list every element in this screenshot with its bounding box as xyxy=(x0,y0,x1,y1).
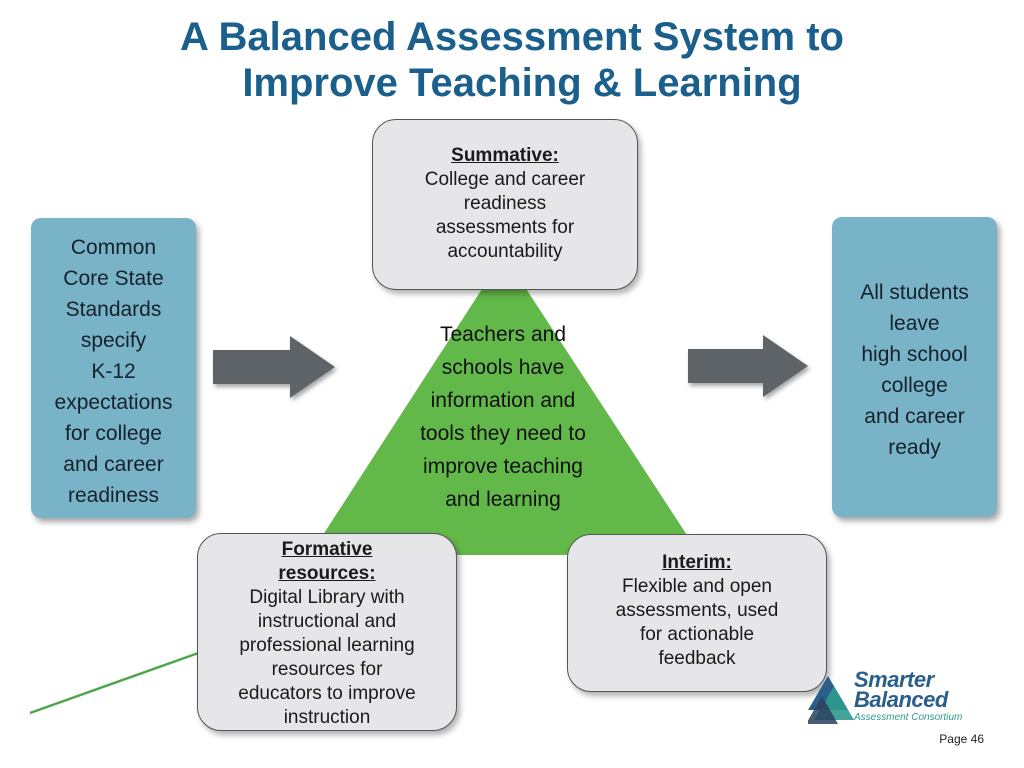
left-box-line: Common xyxy=(70,236,157,259)
logo-word-balanced: Balanced xyxy=(854,687,948,712)
left-right-arrow-icon xyxy=(213,336,335,398)
center-line: improve teaching xyxy=(423,455,583,478)
right-right-arrow-icon xyxy=(688,335,808,397)
page-number: Page 46 xyxy=(939,732,984,746)
interim-line: assessments, used xyxy=(615,600,779,621)
left-box-line: specify xyxy=(80,329,147,352)
center-line: schools have xyxy=(441,356,565,379)
left-box-line: Standards xyxy=(65,298,162,321)
annotation-arrow-icon xyxy=(30,645,212,713)
center-line: information and xyxy=(430,389,576,412)
formative-line: instructional and xyxy=(257,611,397,632)
summative-line: assessments for xyxy=(435,217,575,238)
left-box-line: for college xyxy=(65,422,162,445)
right-box-line: high school xyxy=(861,343,968,366)
summative-line: readiness xyxy=(463,193,547,214)
all-students-box xyxy=(832,217,997,517)
center-line: tools they need to xyxy=(420,422,586,445)
center-line: and learning xyxy=(445,488,561,511)
formative-line: Digital Library with xyxy=(249,587,405,608)
logo-word-smarter: Smarter xyxy=(854,667,934,692)
title-line-1: A Balanced Assessment System to xyxy=(180,15,844,59)
title-line-2: Improve Teaching & Learning xyxy=(242,61,802,105)
formative-line: professional learning xyxy=(239,635,415,656)
center-line: Teachers and xyxy=(439,323,567,346)
right-box-line: college xyxy=(881,374,948,397)
logo-triangle-icon xyxy=(808,672,854,728)
summative-heading: Summative: xyxy=(451,145,559,166)
interim-line: Flexible and open xyxy=(622,576,772,597)
triangle-center-text xyxy=(392,318,614,516)
formative-line: instruction xyxy=(283,707,371,728)
smarter-balanced-logo xyxy=(808,668,988,730)
left-box-line: expectations xyxy=(54,391,173,414)
formative-heading: resources: xyxy=(278,563,376,584)
summative-line: accountability xyxy=(447,241,563,262)
interim-line: for actionable xyxy=(639,624,755,645)
interim-box xyxy=(567,534,827,692)
logo-word-consortium: Assessment Consortium xyxy=(854,712,963,723)
right-box-line: ready xyxy=(888,436,941,459)
formative-line: educators to improve xyxy=(238,683,416,704)
summative-line: College and career xyxy=(424,169,586,190)
left-box-line: K-12 xyxy=(91,360,136,383)
summative-box xyxy=(372,119,638,290)
formative-heading: Formative xyxy=(281,539,373,560)
interim-heading: Interim: xyxy=(662,552,732,573)
left-box-line: readiness xyxy=(67,484,160,507)
left-box-line: Core State xyxy=(63,267,164,290)
formative-box xyxy=(197,533,457,731)
left-box-line: and career xyxy=(63,453,164,476)
right-box-line: and career xyxy=(864,405,965,428)
formative-line: resources for xyxy=(271,659,383,680)
right-box-line: leave xyxy=(889,312,940,335)
interim-line: feedback xyxy=(658,648,736,669)
common-core-box xyxy=(31,218,196,518)
right-box-line: All students xyxy=(860,281,969,304)
